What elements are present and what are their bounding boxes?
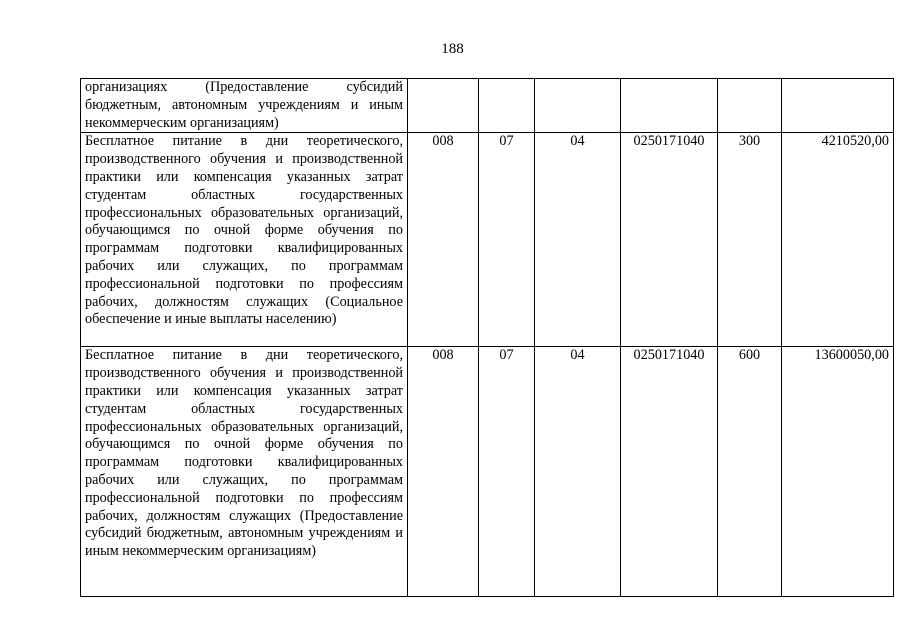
row-amount: 4210520,00 <box>782 133 894 347</box>
row-ministry-code: 008 <box>408 347 479 597</box>
row-target-article: 0250171040 <box>621 133 718 347</box>
row-description: организациях (Предоставление субсидий бюджетным, автономным учреждениям и иным некоммерческим организациям) <box>81 79 408 133</box>
row-amount: 13600050,00 <box>782 347 894 597</box>
table-row <box>81 347 894 597</box>
row-ministry-code: 008 <box>408 133 479 347</box>
row-expense-type: 300 <box>718 133 782 347</box>
row-subsection-code: 04 <box>535 133 621 347</box>
budget-table <box>80 78 894 597</box>
row-target-article: 0250171040 <box>621 347 718 597</box>
row-description: Бесплатное питание в дни теоретического, производственного обучения и производственной практики или компенсация указанных затрат студентам областных государственных профессиональных образовательных организаций, обучающимся по очной форме обучения по программам подготовки квалифицированных рабочих или служащих, по программам профессиональной подготовки по профессиям рабочих, должностям служащих (Предоставление субсидий бюджетным, автономным учреждениям и иным некоммерческим организациям) <box>81 347 408 597</box>
page-number: 188 <box>441 41 464 57</box>
row-section-code <box>479 79 535 133</box>
row-ministry-code <box>408 79 479 133</box>
row-section-code: 07 <box>479 133 535 347</box>
row-subsection-code: 04 <box>535 347 621 597</box>
row-expense-type: 600 <box>718 347 782 597</box>
table-row <box>81 133 894 347</box>
row-section-code: 07 <box>479 347 535 597</box>
row-description: Бесплатное питание в дни теоретического, производственного обучения и производственной практики или компенсация указанных затрат студентам областных государственных профессиональных образовательных организаций, обучающимся по очной форме обучения по программам подготовки квалифицированных рабочих или служащих, по программам профессиональной подготовки по профессиям рабочих, должностям служащих (Социальное обеспечение и иные выплаты населению) <box>81 133 408 347</box>
row-amount <box>782 79 894 133</box>
row-target-article <box>621 79 718 133</box>
row-expense-type <box>718 79 782 133</box>
table-row <box>81 79 894 133</box>
row-subsection-code <box>535 79 621 133</box>
